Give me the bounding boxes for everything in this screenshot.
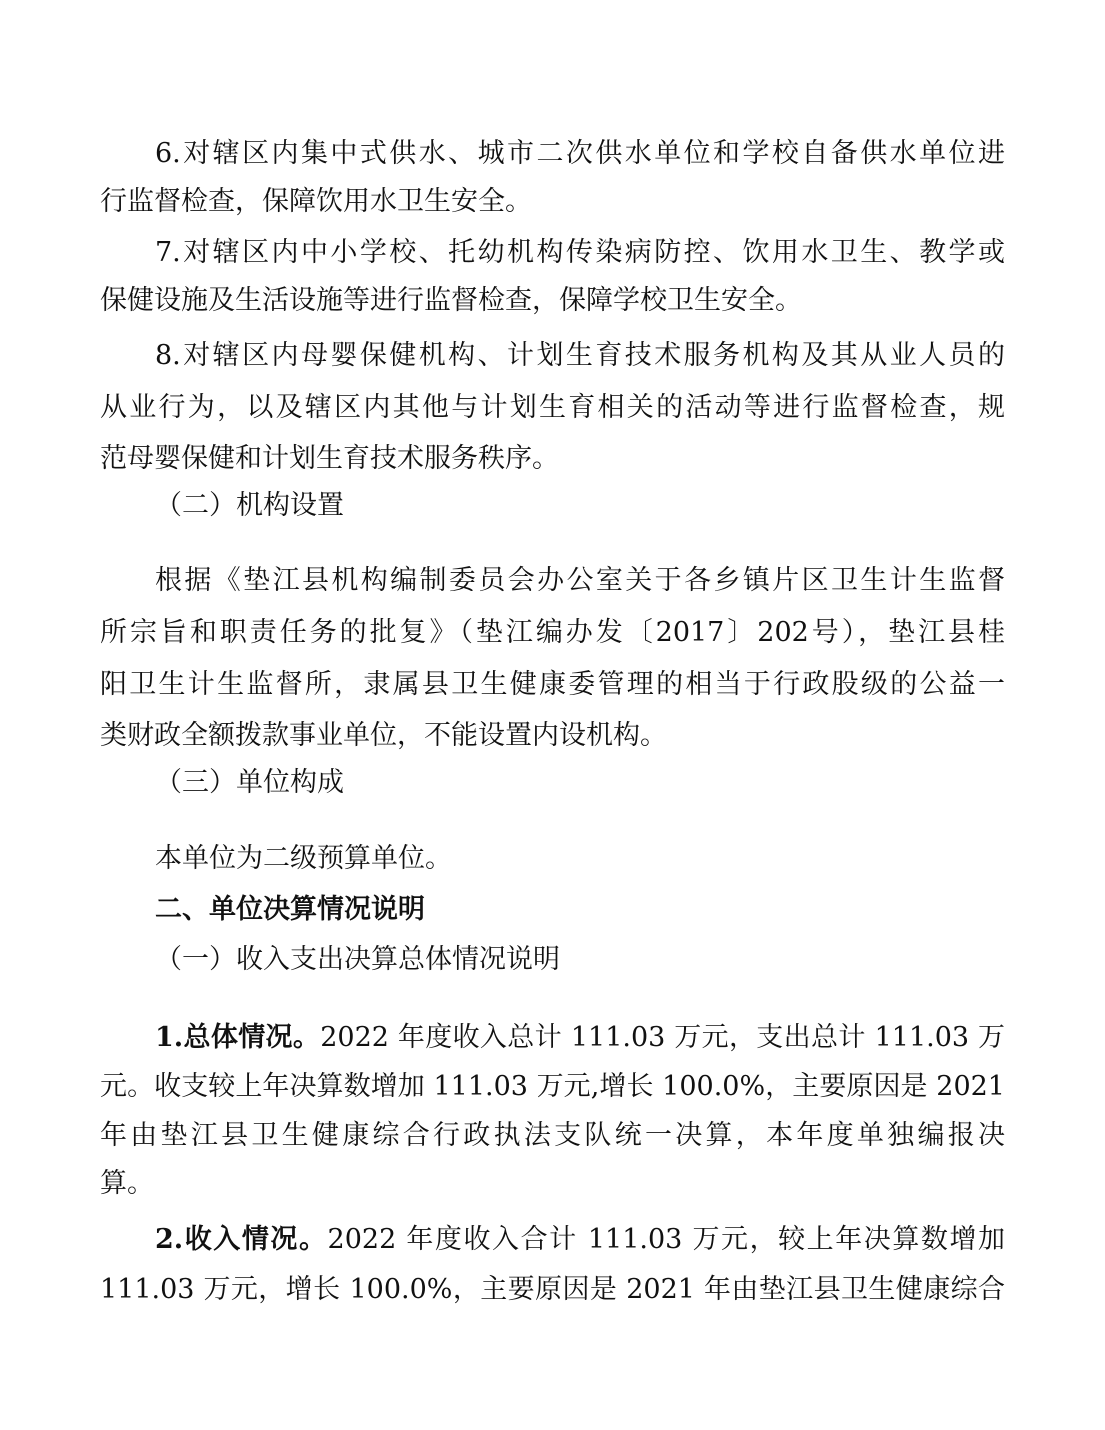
paragraph-line: 本单位为二级预算单位。	[155, 843, 452, 874]
item-text: 2022 年度收入合计 111.03 万元，较上年决算数增加	[327, 1224, 1006, 1255]
paragraph-line: 所宗旨和职责任务的批复》（垫江编办发〔2017〕202号），垫江县桂	[100, 617, 1005, 648]
paragraph-line: 范母婴保健和计划生育技术服务秩序。	[100, 443, 559, 474]
section-heading: 二、单位决算情况说明	[155, 894, 425, 925]
section-subtitle: （三）单位构成	[155, 767, 344, 798]
item-lead: 1.总体情况。	[155, 1022, 321, 1053]
paragraph-line: 类财政全额拨款事业单位，不能设置内设机构。	[100, 720, 667, 751]
paragraph-line: 元。收支较上年决算数增加 111.03 万元,增长 100.0%，主要原因是 2021	[100, 1071, 1005, 1102]
paragraph-line: 年由垫江县卫生健康综合行政执法支队统一决算，本年度单独编报决	[100, 1120, 1005, 1151]
paragraph-line: 8.对辖区内母婴保健机构、计划生育技术服务机构及其从业人员的	[155, 340, 1005, 371]
paragraph-line: 保健设施及生活设施等进行监督检查，保障学校卫生安全。	[100, 285, 802, 316]
item-lead: 2.收入情况。	[155, 1224, 328, 1255]
paragraph-line: 行监督检查，保障饮用水卫生安全。	[100, 186, 532, 217]
paragraph-line: 7.对辖区内中小学校、托幼机构传染病防控、饮用水卫生、教学或	[155, 237, 1005, 268]
paragraph-line	[155, 1022, 1005, 1054]
paragraph-line: 从业行为，以及辖区内其他与计划生育相关的活动等进行监督检查，规	[100, 392, 1005, 423]
section-subtitle: （一）收入支出决算总体情况说明	[155, 944, 560, 975]
item-text: 2022 年度收入总计 111.03 万元，支出总计 111.03 万	[320, 1022, 1005, 1053]
paragraph-line: 111.03 万元，增长 100.0%，主要原因是 2021 年由垫江县卫生健康综合	[100, 1274, 1005, 1305]
paragraph-line	[155, 1224, 1005, 1256]
paragraph-line: 根据《垫江县机构编制委员会办公室关于各乡镇片区卫生计生监督	[155, 565, 1005, 596]
paragraph-line: 6.对辖区内集中式供水、城市二次供水单位和学校自备供水单位进	[155, 138, 1005, 169]
paragraph-line: 阳卫生计生监督所，隶属县卫生健康委管理的相当于行政股级的公益一	[100, 669, 1005, 700]
paragraph-line: 算。	[100, 1168, 154, 1199]
section-subtitle: （二）机构设置	[155, 490, 344, 521]
